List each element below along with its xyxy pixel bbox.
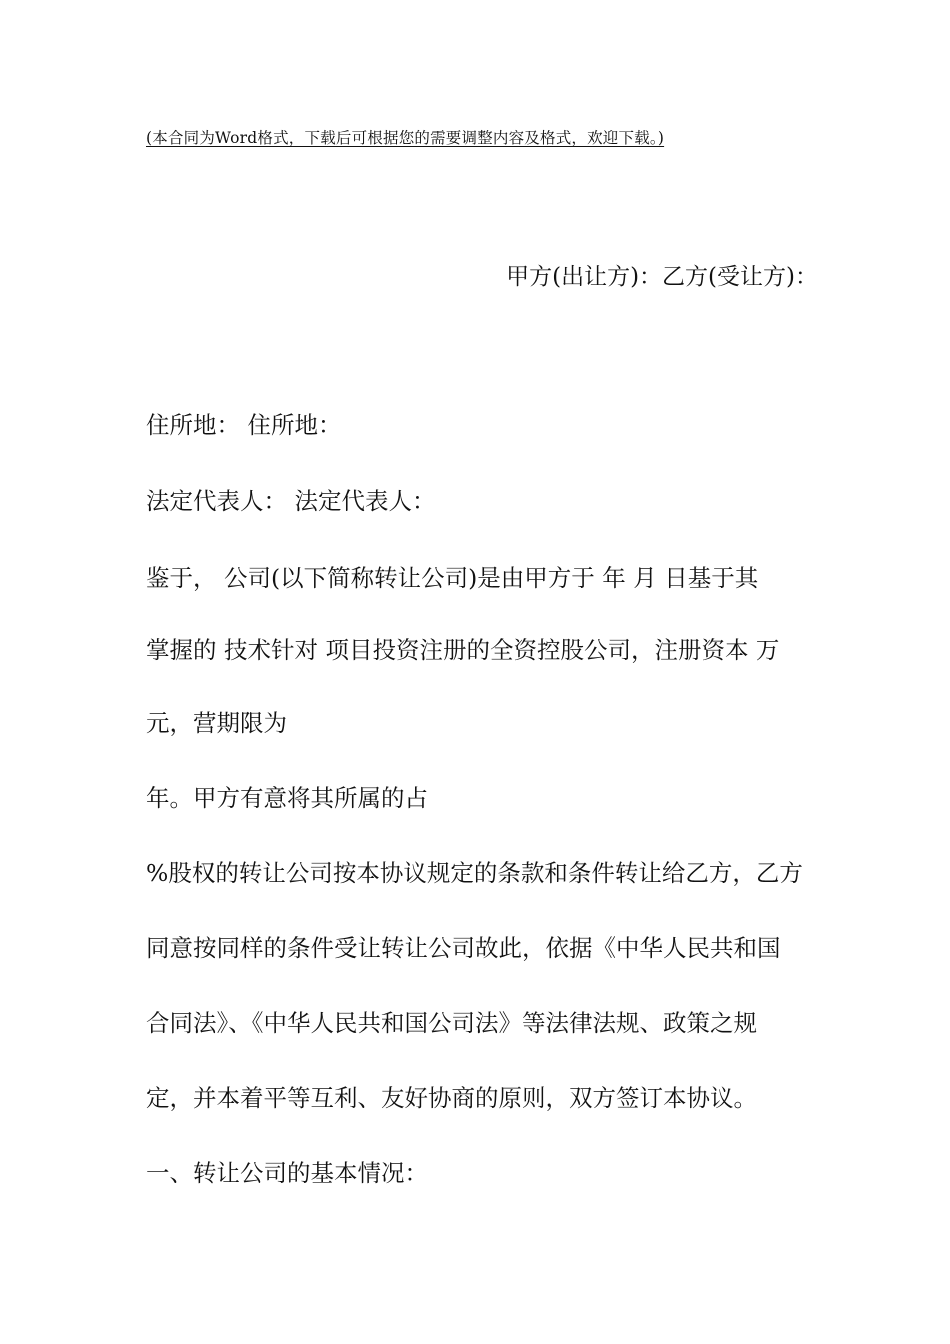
legal-representative-line: 法定代表人： 法定代表人： <box>146 487 436 515</box>
body-line-2: 掌握的 技术针对 项目投资注册的全资控股公司，注册资本 万 <box>146 636 780 664</box>
body-line-1: 鉴于， 公司(以下简称转让公司)是由甲方于 年 月 日基于其 <box>146 564 759 592</box>
format-notice-link[interactable]: (本合同为Word格式，下载后可根据您的需要调整内容及格式，欢迎下载。) <box>146 129 665 147</box>
body-line-4: 年。甲方有意将其所属的占 <box>146 784 428 812</box>
body-line-5: %股权的转让公司按本协议规定的条款和条件转让给乙方，乙方 <box>146 859 803 887</box>
address-line: 住所地： 住所地： <box>146 411 342 439</box>
body-line-7: 合同法》、《中华人民共和国公司法》等法律法规、政策之规 <box>146 1009 757 1037</box>
section-heading: 一、转让公司的基本情况： <box>146 1159 428 1187</box>
body-line-6: 同意按同样的条件受让转让公司故此，依据《中华人民共和国 <box>146 934 781 962</box>
body-line-3: 元，营期限为 <box>146 709 287 737</box>
body-line-8: 定，并本着平等互利、友好协商的原则，双方签订本协议。 <box>146 1084 757 1112</box>
parties-heading: 甲方(出让方)：乙方(受让方)： <box>506 264 818 290</box>
